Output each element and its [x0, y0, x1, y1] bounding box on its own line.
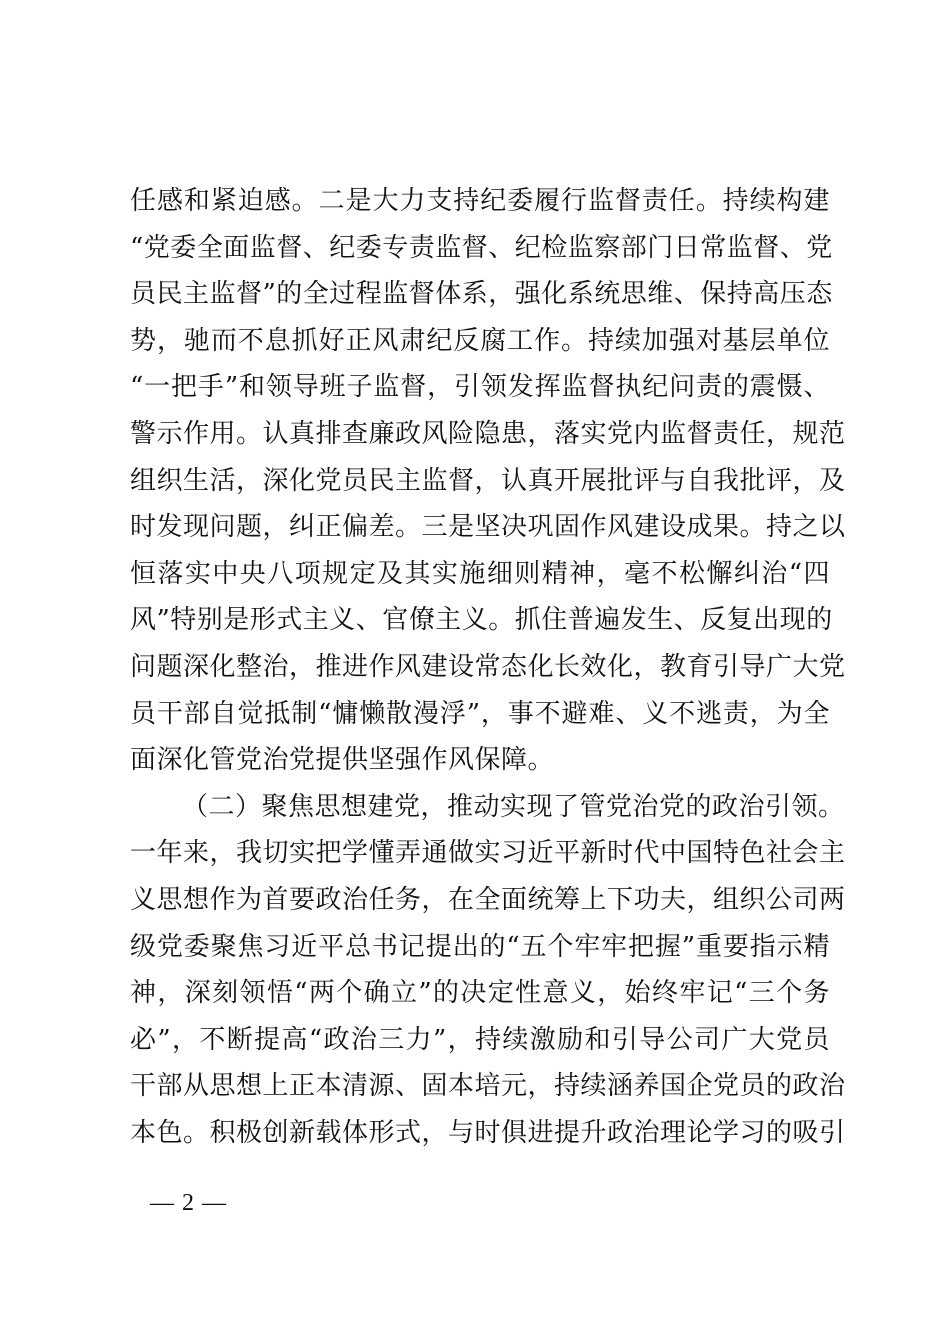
page-number: — 2 — — [150, 1190, 227, 1216]
text-line: 义思想作为首要政治任务，在全面统筹上下功夫，组织公司两 — [130, 884, 846, 915]
text-line: 问题深化整治，推进作风建设常态化长效化，教育引导广大党 — [130, 651, 846, 682]
text-line: 员民主监督”的全过程监督体系，强化系统思维、保持高压态 — [130, 279, 833, 310]
text-line: 风”特别是形式主义、官僚主义。抓住普遍发生、反复出现的 — [130, 605, 833, 636]
text-line: 势，驰而不息抓好正风肃纪反腐工作。持续加强对基层单位 — [130, 325, 830, 356]
text-line: 恒落实中央八项规定及其实施细则精神，毫不松懈纠治“四 — [130, 558, 830, 589]
text-line: 神，深刻领悟“两个确立”的决定性意义，始终牢记“三个务 — [130, 978, 830, 1009]
text-line: 必”，不断提高“政治三力”，持续激励和引导公司广大党员 — [130, 1024, 830, 1055]
text-line: “党委全面监督、纪委专责监督、纪检监察部门日常监督、党 — [130, 232, 833, 263]
text-line: 干部从思想上正本清源、固本培元，持续涵养国企党员的政治 — [130, 1071, 846, 1102]
text-line: 员干部自觉抵制“慵懒散漫浮”，事不避难、义不逃责，为全 — [130, 698, 830, 729]
text-line: “一把手”和领导班子监督，引领发挥监督执纪问责的震慑、 — [130, 372, 830, 403]
text-line: 组织生活，深化党员民主监督，认真开展批评与自我批评，及 — [130, 465, 846, 496]
text-line: 时发现问题，纠正偏差。三是坚决巩固作风建设成果。持之以 — [130, 512, 846, 543]
section-heading: （二）聚焦思想建党，推动实现了管党治党的政治引领。 — [182, 791, 845, 822]
body-text — [130, 178, 846, 1156]
text-line: 警示作用。认真排查廉政风险隐患，落实党内监督责任，规范 — [130, 418, 846, 449]
text-line: 任感和紧迫感。二是大力支持纪委履行监督责任。持续构建 — [130, 186, 830, 216]
text-line: 级党委聚焦习近平总书记提出的“五个牢牢把握”重要指示精 — [130, 931, 830, 962]
text-line: 一年来，我切实把学懂弄通做实习近平新时代中国特色社会主 — [130, 838, 846, 869]
text-line: 本色。积极创新载体形式，与时俱进提升政治理论学习的吸引 — [130, 1117, 846, 1148]
text-line: 面深化管党治党提供坚强作风保障。 — [130, 745, 555, 776]
